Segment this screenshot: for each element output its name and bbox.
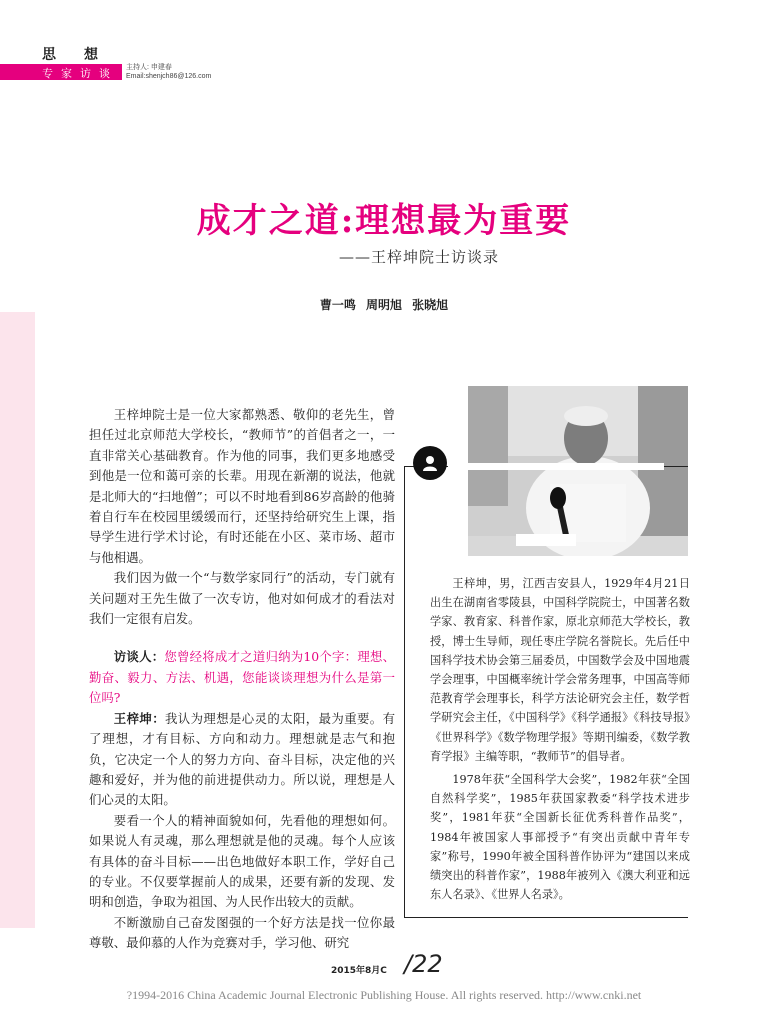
body-paragraph-3: 要看一个人的精神面貌如何，先看他的理想如何。如果说人有灵魂，那么理想就是他的灵魂。每个人应该有具体的奋斗目标——出色地做好本职工作，学好自己的专业。不仅要掌握前人的成果，还要有新的发现、发明和创造，争取为祖国、为人民作出较大的贡献。: [89, 812, 395, 910]
side-accent-panel: [0, 312, 35, 928]
editor-line: 主持人: 申建春: [126, 64, 172, 71]
editor-info: [126, 63, 211, 81]
body-paragraph-4: 不断激励自己奋发图强的一个好方法是找一位你最尊敬、最仰慕的人作为竞赛对手，学习他、研究: [89, 914, 395, 951]
profile-paragraph-1: 王梓坤，男，江西吉安县人，1929年4月21日出生在湖南省零陵县，中国科学院院士，中国著名数学家、教育家、科普作家，原北京师范大学校长，教授，博士生导师，现任枣庄学院名誉院长。先后任中国科学技术协会第三届委员，中国数学会及中国地震学会理事，中国概率统计学会常务理事，中国高等师范教育学会理事长，科学方法论研究会主任，数学哲学研究会主任，《中国科学》《科学通报》《科技导报》《世界科学》《数学物理学报》等期刊编委，《数学教育学报》主编等职，“教师节”的倡导者。: [430, 577, 690, 763]
question-1: [89, 647, 395, 708]
column-title: 思想: [42, 47, 126, 63]
page-number: /22: [404, 950, 443, 978]
interviewer-label: 访谈人：: [113, 649, 165, 665]
person-icon: [413, 446, 447, 480]
intro-paragraph-2: 我们因为做一个“与数学家同行”的活动，专门就有关问题对王先生做了一次专访，他对如何成才的看法对我们一定很有启发。: [89, 570, 395, 627]
profile-paragraph-2: 1978年获“全国科学大会奖”，1982年获“全国自然科学奖”，1985年获国家教委“科学技术进步奖”，1981年获“全国新长征优秀科普作品奖”，1984年被国家人事部授予“有突出贡献中青年专家”称号，1990年被全国科普作协评为“建国以来成绩突出的科普作家”，1988年被列入《澳大利亚和远东人名录》、《世界人名录》。: [430, 773, 690, 902]
article-authors: 曹一鸣 周明旭 张晓旭: [319, 298, 449, 312]
frame-gap: [448, 463, 664, 470]
column-subtitle: 专家访谈: [42, 67, 118, 80]
article-subtitle: ——王梓坤院士访谈录: [338, 248, 499, 266]
interviewee-label: 王梓坤：: [113, 710, 165, 726]
article-title: 成才之道:理想最为重要: [196, 201, 572, 241]
question-text: 您曾经将成才之道归纳为10个字：理想、勤奋、毅力、方法、机遇，您能谈谈理想为什么是第一位吗?: [89, 649, 395, 706]
answer-1: [89, 709, 395, 811]
email-line: Email:shenjch86@126.com: [126, 73, 212, 80]
issue-date: 2015年8月C: [331, 966, 387, 976]
intro-paragraph: 王梓坤院士是一位大家都熟悉、敬仰的老先生，曾担任过北京师范大学校长，“教师节”的首倡者之一，一直非常关心基础教育。作为他的同事，我们更多地感受到他是一位和蔼可亲的长辈。用现在新潮的说法，他就是北师大的“扫地僧”；可以不时地看到86岁高龄的他骑着自行车在校园里缓缓而行，还坚持给研究生上课，指导学生进行学术讨论，有时还能在小区、菜市场、超市与他相遇。: [89, 407, 395, 565]
copyright-line: ?1994-2016 China Academic Journal Electronic Publishing House. All rights reserved. http://www.cnki.net: [126, 988, 642, 1002]
answer-text: 我认为理想是心灵的太阳，最为重要。有了理想，才有目标、方向和动力。理想就是志气和抱负，它决定一个人的努力方向、奋斗目标，决定他的兴趣和爱好，并为他的前进提供动力。所以说，理想是人们心灵的太阳。: [89, 710, 396, 808]
profile-text: [430, 574, 690, 904]
main-text-column: [89, 405, 395, 954]
